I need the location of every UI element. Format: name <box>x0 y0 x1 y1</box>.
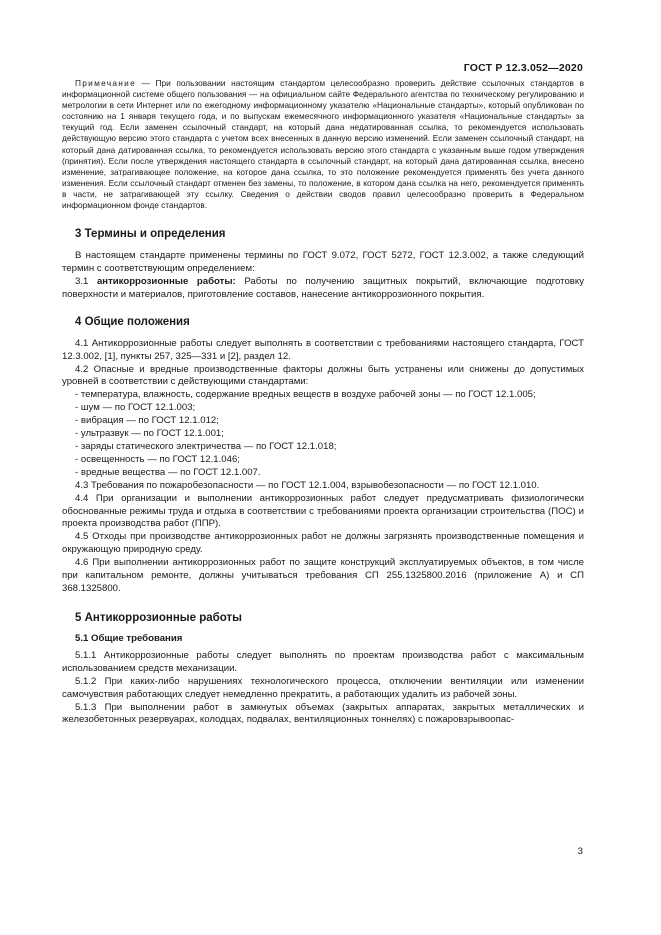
page-number: 3 <box>577 846 583 857</box>
note-label: Примечание <box>75 78 137 88</box>
note-text: — При пользовании настоящим стандартом целесообразно проверить действие ссылочных стандартов в информационной системе общего пользования — на официальном сайте Федерального агентства по техническому регулированию и метрологии в сети Интернет или по ежегодному информационному указателю «Национальные стандарты», который опубликован по состоянию на 1 января текущего года, и по выпускам ежемесячного информационного указателя «Национальные стандарты» за текущий год. Если заменен ссылочный стандарт, на который дана недатированная ссылка, то рекомендуется использовать действующую версию этого стандарта с учетом всех внесенных в данную версию изменений. Если заменен ссылочный стандарт, на который дана датированная ссылка, то рекомендуется использовать версию этого стандарта с указанным выше годом утверждения (принятия). Если после утверждения настоящего стандарта в ссылочный стандарт, на который дана датированная ссылка, внесено изменение, затрагивающее положение, на которое дана ссылка, то это положение рекомендуется применять без учета данного изменения. Если ссылочный стандарт отменен без замены, то положение, в котором дана ссылка на него, рекомендуется применять в части, не затрагивающей эту ссылку. Сведения о действии сводов правил целесообразно проверить в Федеральном информационном фонде стандартов. <box>62 78 584 211</box>
clause-4-1: 4.1 Антикоррозионные работы следует выполнять в соответствии с требованиями настоящего стандарта, ГОСТ 12.3.002, [1], пункты 257, 325—331 и [2], раздел 12. <box>62 337 584 362</box>
term-number: 3.1 <box>75 275 97 287</box>
term-name: антикоррозионные работы: <box>96 275 236 287</box>
section-3-title: 3 Термины и определения <box>75 228 226 241</box>
clause-5-1-1: 5.1.1 Антикоррозионные работы следует выполнять по проектам производства работ с максимальным использованием средств механизации. <box>62 649 584 674</box>
term-3-1 <box>62 276 584 302</box>
section-5-title: 5 Антикоррозионные работы <box>75 611 242 624</box>
clause-4-2: 4.2 Опасные и вредные производственные факторы должны быть устранены или снижены до допустимых уровней в соответствии с действующими стандартами: <box>62 363 584 388</box>
page-content <box>62 78 584 727</box>
clause-5-1-3: 5.1.3 При выполнении работ в замкнутых объемах (закрытых аппаратах, закрытых металлических и железобетонных резервуарах, колодцах, подвалах, вентиляционных тоннелях) с пожаровзрывоопас- <box>62 701 584 726</box>
subsection-5-1-title: 5.1 Общие требования <box>75 632 183 644</box>
section-3-intro: В настоящем стандарте применены термины по ГОСТ 9.072, ГОСТ 5272, ГОСТ 12.3.002, а также следующий термин с соответствующим определением: <box>62 250 584 275</box>
clause-4-3: 4.3 Требования по пожаробезопасности — по ГОСТ 12.1.004, взрывобезопасности — по ГОСТ 12.1.010. <box>75 479 540 491</box>
list-item: - температура, влажность, содержание вредных веществ в воздухе рабочей зоны — по ГОСТ 12.1.005; <box>75 389 536 401</box>
note-paragraph <box>62 78 584 211</box>
clause-4-4: 4.4 При организации и выполнении антикоррозионных работ следует предусматривать физиологически обоснованные режимы труда и отдыха в соответствии с требованиями проекта организации строительства (ПОС) и проекта производства работ (ППР). <box>62 492 584 530</box>
list-item: - освещенность — по ГОСТ 12.1.046; <box>75 453 240 465</box>
clause-4-6: 4.6 При выполнении антикоррозионных работ по защите конструкций эксплуатируемых объектов, в том числе при капитальном ремонте, должны учитываться требования СП 255.1325800.2016 (приложение А) и СП 368.1325800. <box>62 557 584 594</box>
document-code: ГОСТ Р 12.3.052—2020 <box>463 62 583 74</box>
section-4-title: 4 Общие положения <box>75 315 190 328</box>
list-item: - шум — по ГОСТ 12.1.003; <box>75 402 196 414</box>
list-item: - ультразвук — по ГОСТ 12.1.001; <box>75 428 224 440</box>
list-item: - вредные вещества — по ГОСТ 12.1.007. <box>75 466 261 478</box>
term-definition: Работы по получению защитных покрытий, включающие подготовку поверхности и материалов, приготовление составов, нанесение антикоррозионного покрытия. <box>62 275 584 300</box>
list-item: - заряды статического электричества — по ГОСТ 12.1.018; <box>75 441 337 452</box>
clause-4-5: 4.5 Отходы при производстве антикоррозионных работ не должны загрязнять производственные помещения и окружающую природную среду. <box>62 531 584 556</box>
clause-5-1-2: 5.1.2 При каких-либо нарушениях технологического процесса, отключении вентиляции или изменении самочувствия работающих следует немедленно прекратить, а работающих удалить из рабочей зоны. <box>62 675 584 700</box>
list-item: - вибрация — по ГОСТ 12.1.012; <box>75 415 219 427</box>
